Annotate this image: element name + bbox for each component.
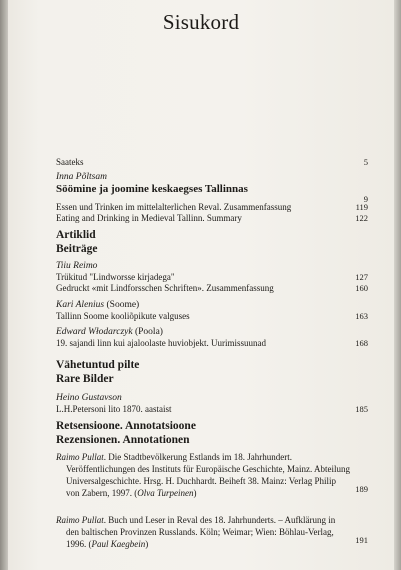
toc-page: 163 xyxy=(355,311,368,321)
toc-author-origin: (Soome) xyxy=(104,300,140,310)
page-title: Sisukord xyxy=(162,10,240,34)
page-gutter-shadow xyxy=(0,0,8,570)
toc-page: 119 xyxy=(355,202,368,212)
toc-author: Raimo Pullat xyxy=(56,452,104,462)
toc-section-pilte xyxy=(56,358,372,386)
section-heading: Vähetuntud pilte xyxy=(56,359,140,371)
toc-entry-poltsam xyxy=(56,171,372,224)
toc-page: 160 xyxy=(355,283,368,293)
toc-label: Saateks xyxy=(56,157,84,167)
toc-entry-gustavson xyxy=(56,392,372,415)
toc-title: Söömine ja joomine keskaegses Tallinnas xyxy=(56,183,248,195)
toc-page: 191 xyxy=(355,535,368,545)
toc-author: Heino Gustavson xyxy=(56,393,122,403)
toc-entry-saateks xyxy=(56,157,372,168)
section-heading: Artiklid xyxy=(56,229,96,241)
toc-page: 122 xyxy=(355,213,368,223)
section-heading: Rezensionen. Annotationen xyxy=(56,434,190,446)
toc-page: 9 xyxy=(363,194,368,204)
toc-summary-label: Essen und Trinken im mittelalterlichen Reval. Zusammenfassung xyxy=(56,202,292,212)
toc-author: Kari Alenius xyxy=(56,300,105,310)
toc-section-artiklid xyxy=(56,228,372,256)
toc-review-text: . Buch und Leser in Reval des 18. Jahrhunderts. – Aufklärung in den baltischen Provinzen Russlands. Köln; Weimar; Wien: Böhlau-Verlag, 1996. ( xyxy=(66,515,336,549)
toc-page: 127 xyxy=(355,272,368,282)
toc-label: Tallinn Soome kooliõpikute valguses xyxy=(56,311,190,321)
toc-page: 5 xyxy=(363,157,368,167)
toc-page: 185 xyxy=(355,404,368,414)
toc-review-text: . Die Stadtbevölkerung Estlands im 18. Jahrhundert. Veröffentlichungen des Instituts für Europäische Geschichte, Mainz. Abteilung Universalgeschichte. Hrsg. H. Duchhardt. Beiheft 38. Mainz: Verlag Philip von Zabern, 1997. ( xyxy=(66,452,351,498)
toc-label: L.H.Petersoni lito 1870. aastaist xyxy=(56,404,172,414)
toc-section-retsensioone xyxy=(56,419,372,447)
toc-entry-review-2 xyxy=(56,514,372,550)
section-heading: Rare Bilder xyxy=(56,373,114,385)
toc-entry-reimo xyxy=(56,260,372,294)
toc-label: 19. sajandi linn kui ajaloolaste huviobjekt. Uurimissuunad xyxy=(56,338,266,348)
toc-page: 168 xyxy=(355,338,368,348)
toc-author: Inna Põltsam xyxy=(56,172,107,182)
toc-author-origin: (Poola) xyxy=(132,327,163,337)
toc-reviewer: Paul Kaegbein xyxy=(91,539,146,549)
toc-label: Gedruckt «mit Lindforsschen Schriften». Zusammenfassung xyxy=(56,283,274,293)
toc-reviewer: Olva Turpeinen xyxy=(137,488,194,498)
toc-summary-label: Eating and Drinking in Medieval Tallinn. Summary xyxy=(56,213,242,223)
toc-entry-wlodarczyk xyxy=(56,326,372,349)
page-edge-shadow xyxy=(394,0,401,570)
section-heading: Retsensioone. Annotatsioone xyxy=(56,420,196,432)
toc-label: Trükitud "Lindworsse kirjadega" xyxy=(56,272,175,282)
section-heading: Beiträge xyxy=(56,243,98,255)
toc-page: 189 xyxy=(355,484,368,494)
toc-review-close: ) xyxy=(145,539,149,549)
toc-author: Tiiu Reimo xyxy=(56,261,98,271)
toc-author: Edward Włodarczyk xyxy=(56,327,133,337)
toc-review-close: ) xyxy=(193,488,197,498)
toc-entry-alenius xyxy=(56,299,372,322)
toc-entry-review-1 xyxy=(56,451,372,499)
toc-author: Raimo Pullat xyxy=(56,515,104,525)
